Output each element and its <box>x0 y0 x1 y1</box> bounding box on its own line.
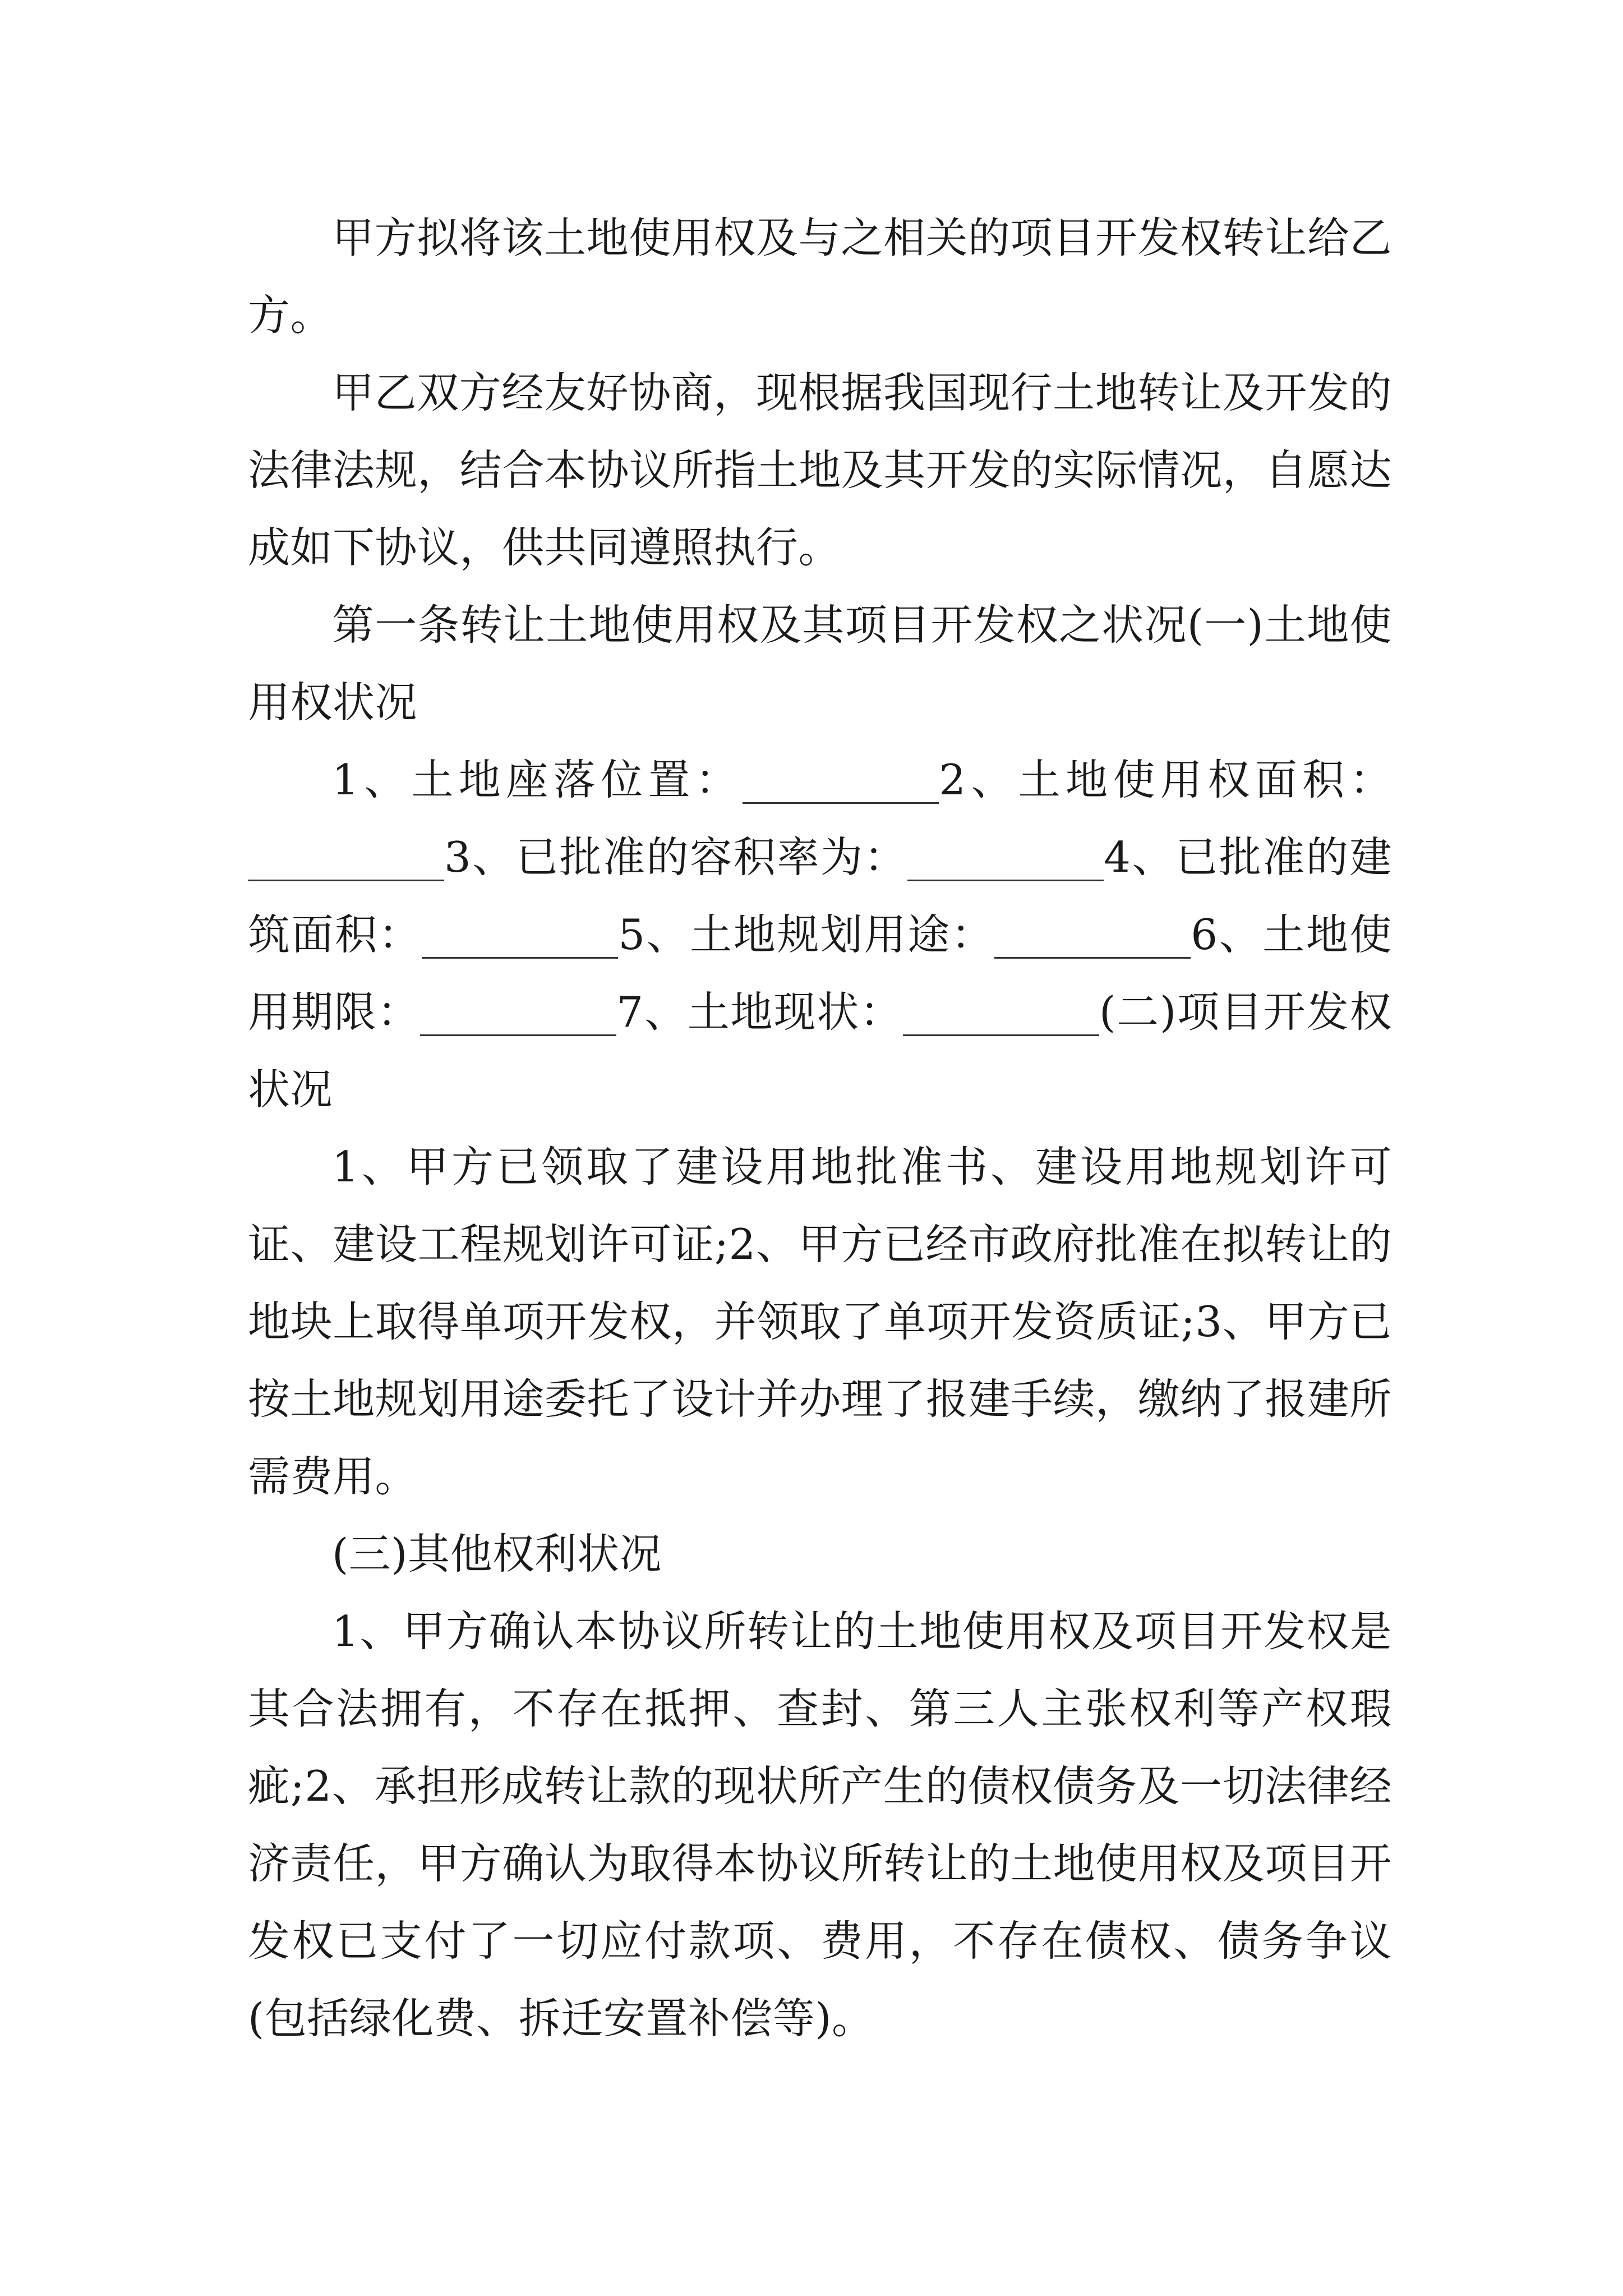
document-body <box>248 199 1392 2057</box>
paragraph-agreement-basis: 甲乙双方经友好协商，现根据我国现行土地转让及开发的法律法规，结合本协议所指土地及其开发的实际情况，自愿达成如下协议，供共同遵照执行。 <box>248 368 1392 572</box>
paragraph-article-one-heading: 第一条转让土地使用权及其项目开发权之状况(一)土地使用权状况 <box>248 600 1392 727</box>
land-location-label: 1、土地座落位置： <box>332 755 743 804</box>
plot-ratio-blank <box>907 838 1104 881</box>
paragraph-land-use-status <box>248 741 1392 1128</box>
planned-use-label: 5、土地规划用途： <box>618 910 995 959</box>
use-term-blank <box>420 992 616 1036</box>
paragraph-other-rights-heading: (三)其他权利状况 <box>332 1529 662 1579</box>
land-condition-blank <box>903 992 1099 1036</box>
planned-use-blank <box>994 915 1191 959</box>
land-area-blank <box>248 838 444 881</box>
building-area-label: 4、已批准的建筑面积： <box>248 832 1393 959</box>
paragraph-transfer-intent: 甲方拟将该土地使用权及与之相关的项目开发权转让给乙方。 <box>248 213 1392 340</box>
land-area-label: 2、土地使用权面积： <box>939 755 1392 804</box>
building-area-blank <box>422 915 618 959</box>
land-condition-label: 7、土地现状： <box>616 987 903 1037</box>
paragraph-development-rights: 1、甲方已领取了建设用地批准书、建设用地规划许可证、建设工程规划许可证;2、甲方已经市政府批准在拟转让的地块上取得单项开发权，并领取了单项开发资质证;3、甲方已按土地规划用途委托了设计并办理了报建手续，缴纳了报建所需费用。 <box>248 1142 1392 1501</box>
use-term-label: 6、土地使用期限： <box>248 910 1393 1037</box>
paragraph-other-rights: 1、甲方确认本协议所转让的土地使用权及项目开发权是其合法拥有，不存在抵押、查封、第三人主张权利等产权瑕疵;2、承担形成转让款的现状所产生的债权债务及一切法律经济责任，甲方确认为取得本协议所转让的土地使用权及项目开发权已支付了一切应付款项、费用，不存在债权、债务争议(包括绿化费、拆迁安置补偿等)。 <box>248 1607 1392 2043</box>
plot-ratio-label: 3、已批准的容积率为： <box>444 832 908 882</box>
land-location-blank <box>743 760 939 804</box>
development-rights-heading: (二)项目开发权状况 <box>248 987 1392 1114</box>
